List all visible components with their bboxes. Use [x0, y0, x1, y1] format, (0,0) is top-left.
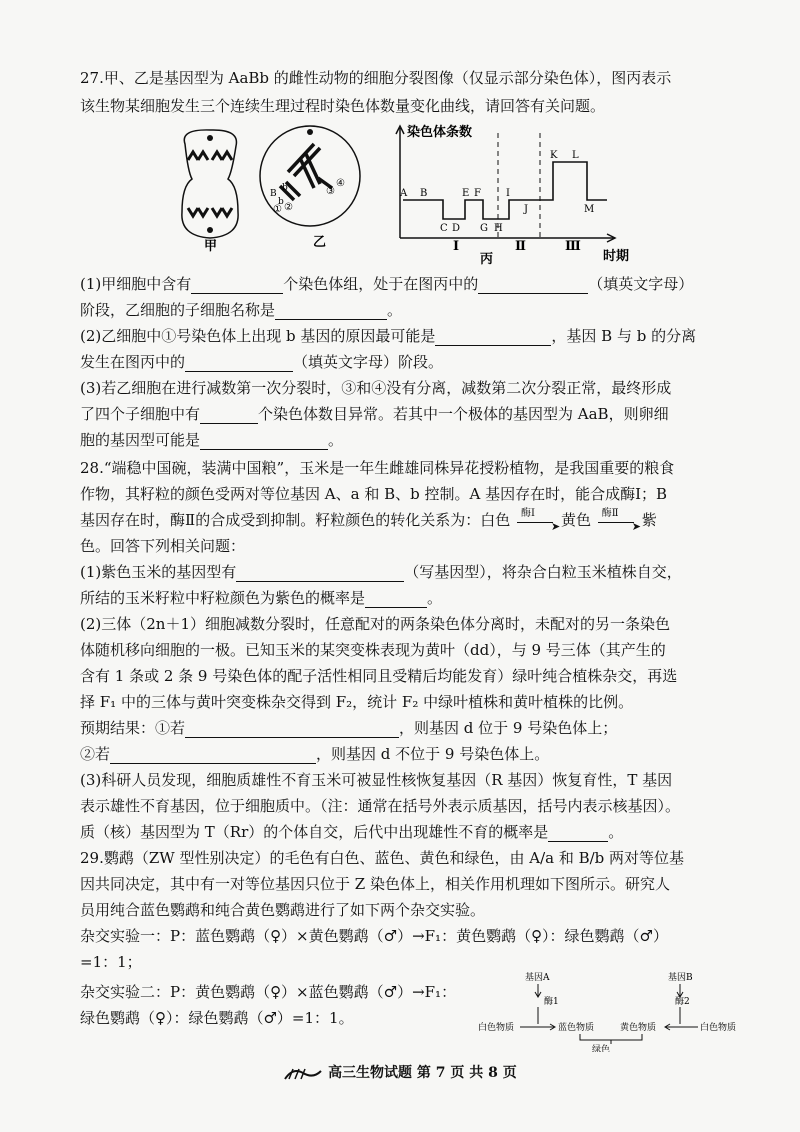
q28-2-text-6a: ②若 [80, 745, 111, 763]
enzyme-1-node: 酶1 [544, 997, 559, 1007]
chart-point-B: B [420, 188, 428, 199]
chart-point-J: J [524, 204, 529, 215]
cell-jia-label: 甲 [204, 239, 218, 254]
q28-2-blank-1[interactable] [185, 721, 399, 738]
q28-1-blank-1[interactable] [236, 565, 404, 582]
q28-line4: 色。回答下列相关问题： [80, 537, 246, 555]
q28-1-line1 [80, 562, 730, 582]
chart-point-K: K [550, 150, 558, 161]
chart-point-E: E [462, 188, 470, 199]
q28-line2: 作物，其籽粒的颜色受两对等位基因 A、a 和 B、b 控制。A 基因存在时，能合成酶Ⅰ；B [80, 485, 668, 503]
q28-3-text-a: 质（核）基因型为 T（Rr）的个体自交，后代中出现雄性不育的概率是 [80, 823, 549, 841]
yellow-substance: 黄色物质 [620, 1023, 657, 1033]
q27-3-text-d: 胞的基因型可能是 [80, 431, 201, 449]
q28-3-line1: (3)科研人员发现，细胞质雄性不育玉米可被显性核恢复基因（R 基因）恢复育性，T 基因 [80, 771, 673, 789]
q27-2-text-c: 发生在图丙中的 [80, 353, 186, 371]
q28-2-text-5a: 预期结果：①若 [80, 719, 186, 737]
q29-line2: 因共同决定，其中有一对等位基因只位于 Z 染色体上，相关作用机理如下图所示。研究人 [80, 875, 670, 893]
cell-yi-label: 乙 [313, 235, 327, 250]
page-footer [0, 1062, 800, 1082]
chart-point-D: D [452, 223, 461, 234]
q28-2-line1: (2)三体（2n＋1）细胞减数分裂时，任意配对的两条染色体分离时，未配对的另一条染色 [80, 615, 670, 633]
gene-b-label-2: b [278, 197, 284, 207]
q28-1-blank-2[interactable] [365, 591, 427, 608]
phase-label-1: Ⅰ [453, 239, 460, 254]
gene-b-label-1: b [282, 183, 288, 193]
chromosome-chart [385, 118, 645, 268]
q28-2-line2: 体随机移向细胞的一极。已知玉米的某突变株表现为黄叶（dd），与 9 号三体（其产生的 [80, 641, 666, 659]
mark-2: ② [284, 202, 293, 213]
cell-jia [182, 130, 238, 254]
q28-2-blank-2[interactable] [110, 747, 316, 764]
q29-exp2-line1: 杂交实验二：P：黄色鹦鹉（♀）×蓝色鹦鹉（♂）→F₁： [80, 983, 457, 1001]
chart-point-C: C [440, 223, 448, 234]
q27-2-text-d: （填英文字母）阶段。 [293, 353, 444, 371]
pigment-mechanism-diagram [470, 972, 760, 1052]
q27-1-line2 [80, 300, 730, 320]
q29-exp2-line2: 绿色鹦鹉（♀）：绿色鹦鹉（♂）=1：1。 [80, 1009, 354, 1027]
q27-1-blank-3[interactable] [275, 303, 387, 320]
chromosome-count-line [403, 162, 607, 219]
q29-line1: 29.鹦鹉（ZW 型性别决定）的毛色有白色、蓝色、黄色和绿色，由 A/a 和 B/b 两对等位基 [80, 849, 685, 867]
q28-1-text-d: 。 [427, 589, 443, 607]
q27-3-line2 [80, 404, 730, 424]
q27-3-line1: (3)若乙细胞在进行减数第一次分裂时，③和④没有分离，减数第二次分裂正常，最终形成 [80, 379, 672, 397]
green-result: 绿色 [592, 1045, 611, 1052]
q28-3-text-b: 。 [608, 823, 624, 841]
white-substance-left: 白色物质 [478, 1023, 515, 1033]
q27-3-text-b: 了四个子细胞中有 [80, 405, 201, 423]
enzyme2-label: 酶Ⅱ [601, 508, 619, 519]
q29-exp1-line1: 杂交实验一：P：蓝色鹦鹉（♀）×黄色鹦鹉（♂）→F₁：黄色鹦鹉（♀）：绿色鹦鹉（♂） [80, 927, 668, 945]
q27-2-blank-1[interactable] [435, 329, 551, 346]
q28-2-line3: 含有 1 条或 2 条 9 号染色体的配子活性相同且受精后均能发育）绿叶纯合植株杂交，再选 [80, 667, 678, 685]
q28-3-blank-1[interactable] [548, 825, 608, 842]
yellow-text: 黄色 [560, 511, 591, 529]
cell-division-figure [170, 124, 370, 254]
purple-text: 紫 [641, 511, 657, 529]
q27-3-blank-2[interactable] [200, 433, 328, 450]
q27-1-blank-2[interactable] [478, 277, 588, 294]
q27-3-text-e: 。 [328, 431, 344, 449]
chart-point-A: A [400, 188, 408, 199]
gene-a-node: 基因A [525, 973, 550, 983]
q27-3-line3 [80, 430, 730, 450]
enzyme1-label: 酶Ⅰ [520, 508, 535, 519]
q27-1-text-d: 阶段，乙细胞的子细胞名称是 [80, 301, 276, 319]
chart-xlabel: 时期 [603, 249, 630, 264]
q28-2-text-6b: ，则基因 d 不位于 9 号染色体上。 [316, 745, 550, 763]
enzyme2-arrow: 酶Ⅱ ➤ [596, 510, 642, 530]
q28-3-line3 [80, 822, 730, 842]
chart-point-F: F [474, 188, 481, 199]
gene-b-node: 基因B [668, 973, 693, 983]
mark-1: ① [273, 204, 282, 215]
blue-substance: 蓝色物质 [558, 1023, 595, 1033]
q27-2-line2 [80, 352, 730, 372]
chart-point-H: H [494, 223, 503, 234]
q27-2-blank-2[interactable] [185, 355, 293, 372]
chart-point-M: M [584, 204, 595, 215]
chart-ylabel: 染色体条数 [407, 125, 473, 140]
diagram-arrows [520, 984, 698, 1044]
q28-1-line2 [80, 588, 730, 608]
enzyme-2-node: 酶2 [675, 997, 690, 1007]
cell-yi [260, 126, 360, 250]
chart-point-G: G [480, 223, 488, 234]
mark-3: ③ [326, 186, 335, 197]
q28-1-text-c: 所结的玉米籽粒中籽粒颜色为紫色的概率是 [80, 589, 366, 607]
q27-1-text-a: (1)甲细胞中含有 [80, 275, 192, 293]
chart-point-L: L [572, 150, 579, 161]
mark-4: ④ [336, 178, 345, 189]
gene-B-label: B [270, 189, 277, 199]
q27-2-line1 [80, 326, 730, 346]
q27-3-blank-1[interactable] [200, 407, 258, 424]
q27-intro-1: 27.甲、乙是基因型为 AaBb 的雌性动物的细胞分裂图像（仅显示部分染色体），图丙表示 [80, 69, 672, 87]
q28-2-line4: 择 F₁ 中的三体与黄叶突变株杂交得到 F₂，统计 F₂ 中绿叶植株和黄叶植株的比例。 [80, 693, 634, 711]
q27-1-line1 [80, 274, 730, 294]
q29-line3: 员用纯合蓝色鹦鹉和纯合黄色鹦鹉进行了如下两个杂交实验。 [80, 901, 486, 919]
white-substance-right: 白色物质 [700, 1023, 737, 1033]
chart-title: 丙 [480, 252, 494, 267]
q27-intro-2: 该生物某细胞发生三个连续生理过程时染色体数量变化曲线，请回答有关问题。 [80, 97, 606, 115]
q28-line1: 28.“端稳中国碗，装满中国粮”，玉米是一年生雌雄同株异花授粉植物，是我国重要的粮食 [80, 459, 675, 477]
footer-text: 高三生物试题 第 7 页 共 8 页 [328, 1065, 517, 1081]
phase-label-2: Ⅱ [515, 239, 526, 254]
chart-point-I: I [506, 188, 510, 199]
phase-label-3: Ⅲ [565, 239, 581, 254]
q28-3-line2: 表示雄性不育基因，位于细胞质中。（注：通常在括号外表示质基因，括号内表示核基因）。 [80, 797, 681, 815]
q27-1-text-e: 。 [387, 301, 403, 319]
enzyme1-arrow: 酶Ⅰ ➤ [515, 510, 561, 530]
q28-line3-text: 基因存在时，酶Ⅱ的合成受到抑制。籽粒颜色的转化关系为：白色 [80, 511, 511, 529]
q28-1-text-b: （写基因型），将杂合白粒玉米植株自交， [404, 563, 682, 581]
footer-logo-icon [283, 1065, 323, 1081]
q27-1-text-c: （填英文字母） [588, 275, 694, 293]
q27-1-text-b: 个染色体组，处于在图丙中的 [283, 275, 479, 293]
q28-2-text-5b: ，则基因 d 位于 9 号染色体上； [399, 719, 618, 737]
q27-1-blank-1[interactable] [191, 277, 283, 294]
q28-line3 [80, 508, 730, 533]
q28-2-line5 [80, 718, 730, 738]
q27-2-text-b: ，基因 B 与 b 的分离 [551, 327, 697, 345]
q27-3-text-c: 个染色体数目异常。若其中一个极体的基因型为 AaB，则卵细 [258, 405, 669, 423]
q27-2-text-a: (2)乙细胞中①号染色体上出现 b 基因的原因最可能是 [80, 327, 436, 345]
q28-1-text-a: (1)紫色玉米的基因型有 [80, 563, 237, 581]
q29-exp1-line2: =1：1； [80, 953, 142, 971]
q28-2-line6 [80, 744, 730, 764]
